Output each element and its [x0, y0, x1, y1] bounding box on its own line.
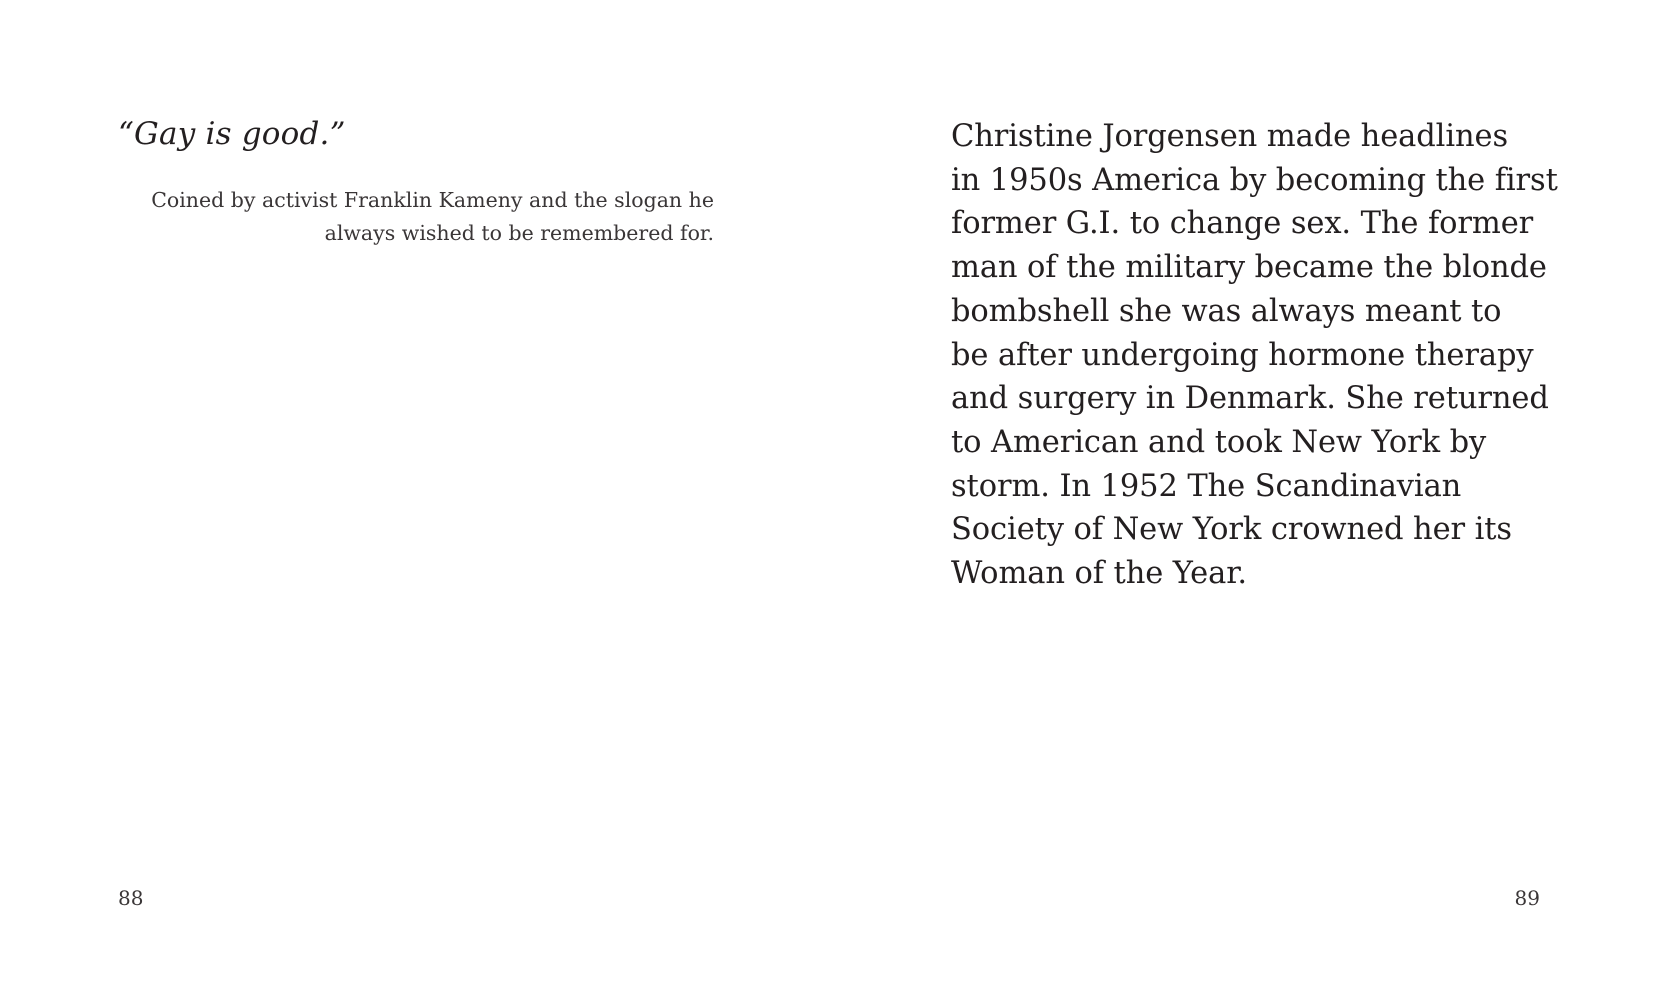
body-line: Society of New York crowned her its: [951, 512, 1512, 548]
body-line: Christine Jorgensen made headlines: [951, 119, 1509, 154]
body-line: storm. In 1952 The Scandinavian: [951, 468, 1462, 504]
body-line: to American and took New York by: [951, 424, 1487, 460]
body-line: and surgery in Denmark. She returned: [951, 381, 1549, 417]
body-line: former G.I. to change sex. The former: [951, 206, 1534, 242]
right-page: [827, 0, 1654, 1000]
quote-heading: “Gay is good.”: [118, 116, 346, 152]
body-line: in 1950s America by becoming the first: [951, 162, 1558, 198]
caption-line: Coined by activist Franklin Kameny and the slogan he: [151, 188, 714, 212]
quote-caption: [118, 184, 714, 250]
body-line: bombshell she was always meant to: [951, 293, 1502, 329]
body-line: be after undergoing hormone therapy: [951, 337, 1534, 373]
body-line: man of the military became the blonde: [951, 250, 1547, 286]
body-line: Woman of the Year.: [951, 556, 1247, 592]
body-paragraph: [951, 115, 1571, 596]
page-number-right: 89: [1514, 886, 1540, 910]
caption-line: always wished to be remembered for.: [324, 221, 714, 245]
page-number-left: 88: [118, 886, 144, 910]
